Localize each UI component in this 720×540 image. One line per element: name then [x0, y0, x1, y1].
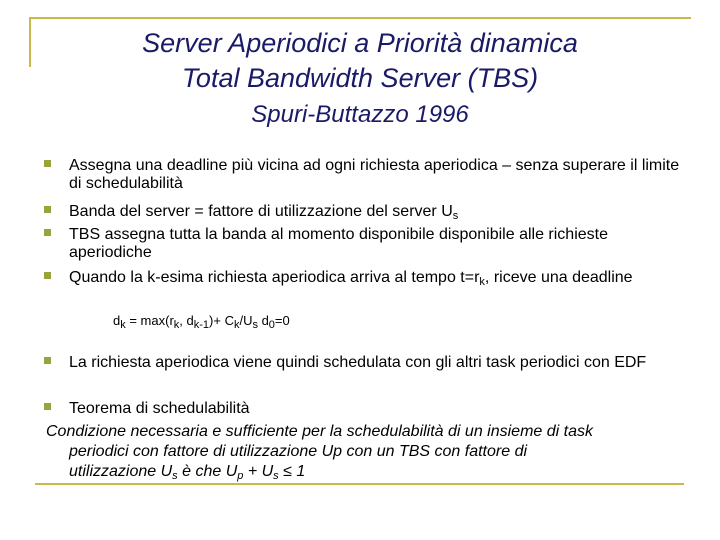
slide-subtitle: Spuri-Buttazzo 1996 [251, 101, 469, 128]
bullet-marker [44, 357, 51, 364]
bullet-4-text: Quando la k-esima richiesta aperiodica arriva al tempo $t=r_k$, riceve una deadline [69, 269, 633, 288]
frame-bottom-border [35, 483, 684, 485]
frame-top-border [29, 17, 691, 19]
deadline-formula: $d_k = \max(r_k$, $d_{k-1})+ C_k/U_s$ $d_0=0$ [113, 313, 290, 331]
bullet-1-text: Assegna una deadline più vicina ad ogni richiesta aperiodica – senza superare il limite di schedulabilità [69, 157, 680, 192]
condition-line3: utilizzazione $U_s$ è che $U_p + U_s \le 1$ [69, 463, 306, 482]
bullet-5-text: La richiesta aperiodica viene quindi schedulata con gli altri task periodici con EDF [69, 354, 647, 371]
bullet-marker [44, 206, 51, 213]
bullet-3-text: TBS assegna tutta la banda al momento disponibile disponibile alle richieste aperiodiche [69, 226, 608, 261]
bullet-marker [44, 229, 51, 236]
slide-title-line1: Server Aperiodici a Priorità dinamica [142, 28, 578, 58]
bullet-marker [44, 160, 51, 167]
slide-title-line2: Total Bandwidth Server (TBS) [181, 63, 539, 93]
bullet-marker [44, 403, 51, 410]
bullet-2-text: Banda del server = fattore di utilizzazione del server $U_s$ [69, 203, 459, 222]
bullet-marker [44, 272, 51, 279]
bullet-6-text: Teorema di schedulabilità [69, 400, 250, 417]
condition-line2: periodici con fattore di utilizzazione Up con un TBS con fattore di [69, 443, 528, 460]
condition-line1: Condizione necessaria e sufficiente per la schedulabilità di un insieme di task [46, 423, 593, 440]
